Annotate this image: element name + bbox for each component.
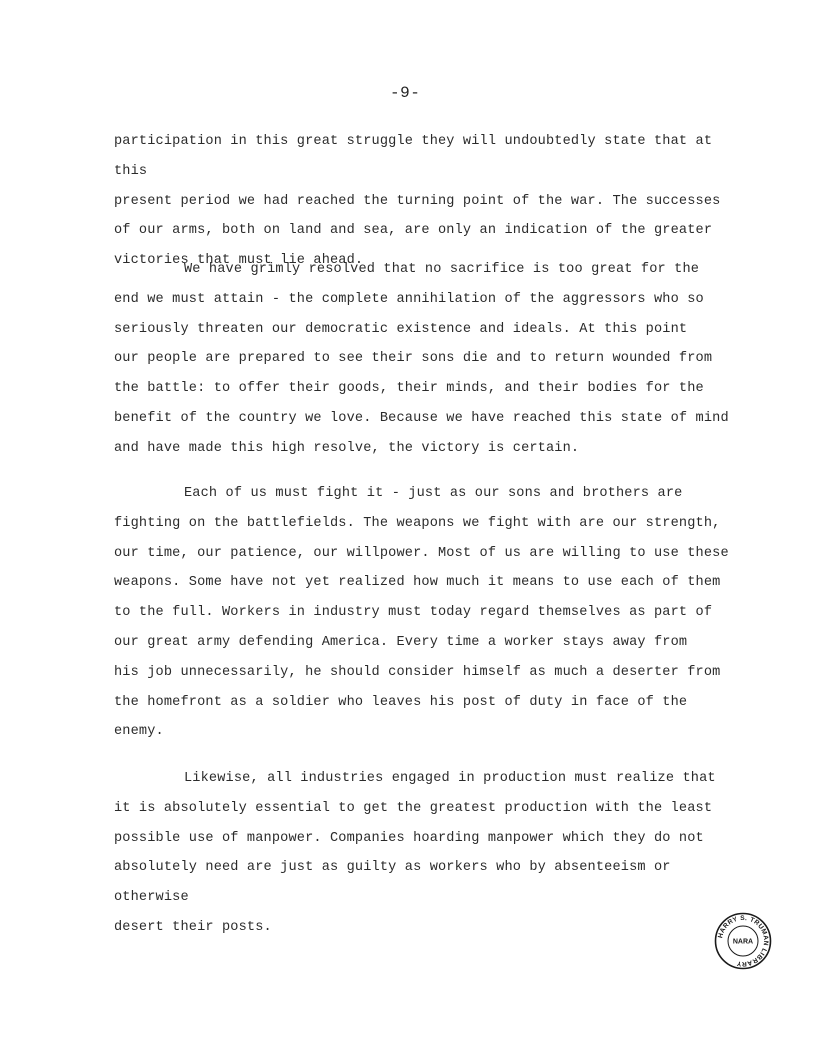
paragraph-4: Likewise, all industries engaged in production must realize that it is absolutely essential to get the greatest production with the least possible use of manpower. Companies hoarding manpower which they do not absolutely need are just as guilty as workers who by absenteeism or otherwise desert their posts.: [114, 771, 716, 935]
stamp-center-text: NARA: [732, 938, 754, 946]
paragraph-3: Each of us must fight it - just as our sons and brothers are fighting on the battlefields. The weapons we fight with are our strength, our time, our patience, our willpower. Most of us are willing to use these weapons. Some have not yet realized how much it means to use each of them to the full. Workers in industry must today regard themselves as part of our great army defending America. Every time a worker stays away from his job unnecessarily, he should consider himself as much a deserter from the homefront as a soldier who leaves his post of duty in face of the enemy.: [114, 486, 729, 740]
page-number: -9-: [390, 84, 421, 102]
library-stamp: [714, 912, 772, 970]
paragraph-2: We have grimly resolved that no sacrifice is too great for the end we must attain - the complete annihilation of the aggressors who so seriously threaten our democratic existence and ideals. At this point our people are prepared to see their sons die and to return wounded from the battle: to offer their goods, their minds, and their bodies for the benefit of the country we love. Because we have reached this state of mind and have made this high resolve, the victory is certain.: [114, 262, 729, 456]
paragraph-1: participation in this great struggle they will undoubtedly state that at this present period we had reached the turning point of the war. The successes of our arms, both on land and sea, are only an indication of the greater victories that must lie ahead.: [114, 134, 721, 269]
stamp-ring-text: HARRY S. TRUMAN LIBRARY: [717, 914, 770, 968]
